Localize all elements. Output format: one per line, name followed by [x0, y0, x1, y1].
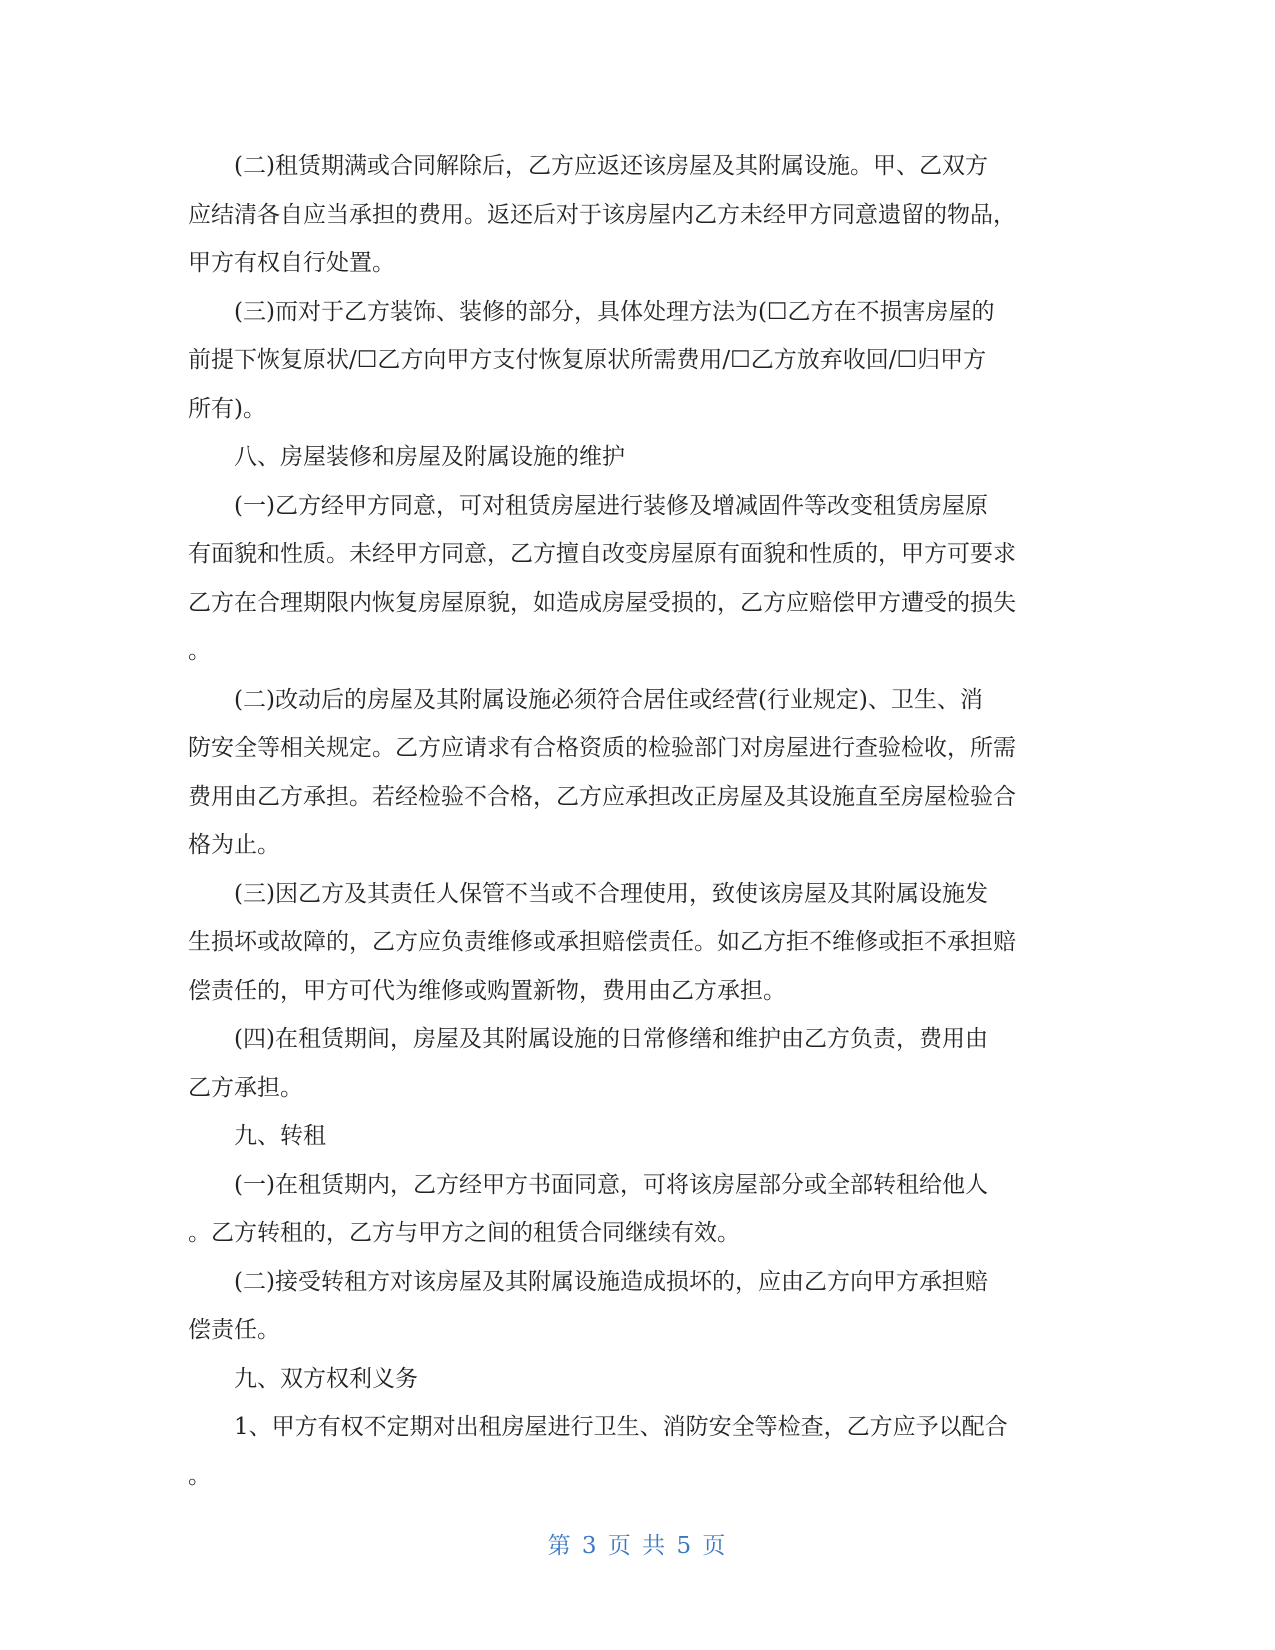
paragraph	[188, 433, 1088, 482]
text-line: 乙方承担。	[188, 1074, 303, 1101]
text-line: 格为止。	[188, 832, 280, 858]
paragraph	[188, 1403, 1088, 1500]
paragraph	[188, 1015, 1088, 1112]
text-line: 1、甲方有权不定期对出租房屋进行卫生、消防安全等检查，乙方应予以配合	[234, 1414, 1008, 1440]
paragraph	[188, 1355, 1088, 1404]
text-line: 前提下恢复原状/☐乙方向甲方支付恢复原状所需费用/☐乙方放弃收回/☐归甲方	[188, 347, 987, 373]
text-line: (四)在租赁期间，房屋及其附属设施的日常修缮和维护由乙方负责，费用由	[234, 1026, 988, 1052]
paragraph	[188, 1112, 1088, 1161]
text-line: 费用由乙方承担。若经检验不合格，乙方应承担改正房屋及其设施直至房屋检验合	[188, 783, 1016, 810]
text-line: 九、双方权利义务	[234, 1365, 418, 1392]
paragraph	[188, 1258, 1088, 1355]
text-line: 所有)。	[188, 395, 266, 422]
text-line: 防安全等相关规定。乙方应请求有合格资质的检验部门对房屋进行查验检收，所需	[188, 735, 1016, 761]
text-line: 生损坏或故障的，乙方应负责维修或承担赔偿责任。如乙方拒不维修或拒不承担赔	[188, 929, 1016, 955]
text-line: (二)租赁期满或合同解除后，乙方应返还该房屋及其附属设施。甲、乙双方	[234, 153, 988, 179]
text-line: (三)因乙方及其责任人保管不当或不合理使用，致使该房屋及其附属设施发	[234, 880, 988, 907]
paragraph	[188, 288, 1088, 434]
text-line: (一)在租赁期内，乙方经甲方书面同意，可将该房屋部分或全部转租给他人	[234, 1171, 988, 1198]
page-number-footer: 第 3 页 共 5 页	[547, 1533, 728, 1559]
document-body	[188, 142, 1088, 1500]
text-line: 偿责任。	[188, 1317, 280, 1343]
text-line: (二)改动后的房屋及其附属设施必须符合居住或经营(行业规定)、卫生、消	[234, 686, 983, 713]
text-line: 乙方在合理期限内恢复房屋原貌，如造成房屋受损的，乙方应赔偿甲方遭受的损失	[188, 589, 1016, 616]
text-line: 九、转租	[234, 1123, 326, 1149]
text-line: (一)乙方经甲方同意，可对租赁房屋进行装修及增减固件等改变租赁房屋原	[234, 492, 988, 519]
text-line: 八、房屋装修和房屋及附属设施的维护	[234, 444, 625, 470]
text-line: 。	[188, 638, 211, 664]
text-line: 应结清各自应当承担的费用。返还后对于该房屋内乙方未经甲方同意遗留的物品，	[188, 201, 1016, 228]
text-line: 。	[188, 1462, 211, 1489]
paragraph	[188, 676, 1088, 870]
text-line: (二)接受转租方对该房屋及其附属设施造成损坏的，应由乙方向甲方承担赔	[234, 1268, 988, 1295]
text-line: 偿责任的，甲方可代为维修或购置新物，费用由乙方承担。	[188, 977, 786, 1004]
paragraph	[188, 482, 1088, 676]
paragraph	[188, 870, 1088, 1016]
text-line: 。乙方转租的，乙方与甲方之间的租赁合同继续有效。	[188, 1220, 740, 1246]
text-line: (三)而对于乙方装饰、装修的部分，具体处理方法为(☐乙方在不损害房屋的	[234, 298, 995, 325]
paragraph	[188, 142, 1088, 288]
text-line: 有面貌和性质。未经甲方同意，乙方擅自改变房屋原有面貌和性质的，甲方可要求	[188, 541, 1016, 567]
paragraph	[188, 1161, 1088, 1258]
text-line: 甲方有权自行处置。	[188, 250, 395, 276]
